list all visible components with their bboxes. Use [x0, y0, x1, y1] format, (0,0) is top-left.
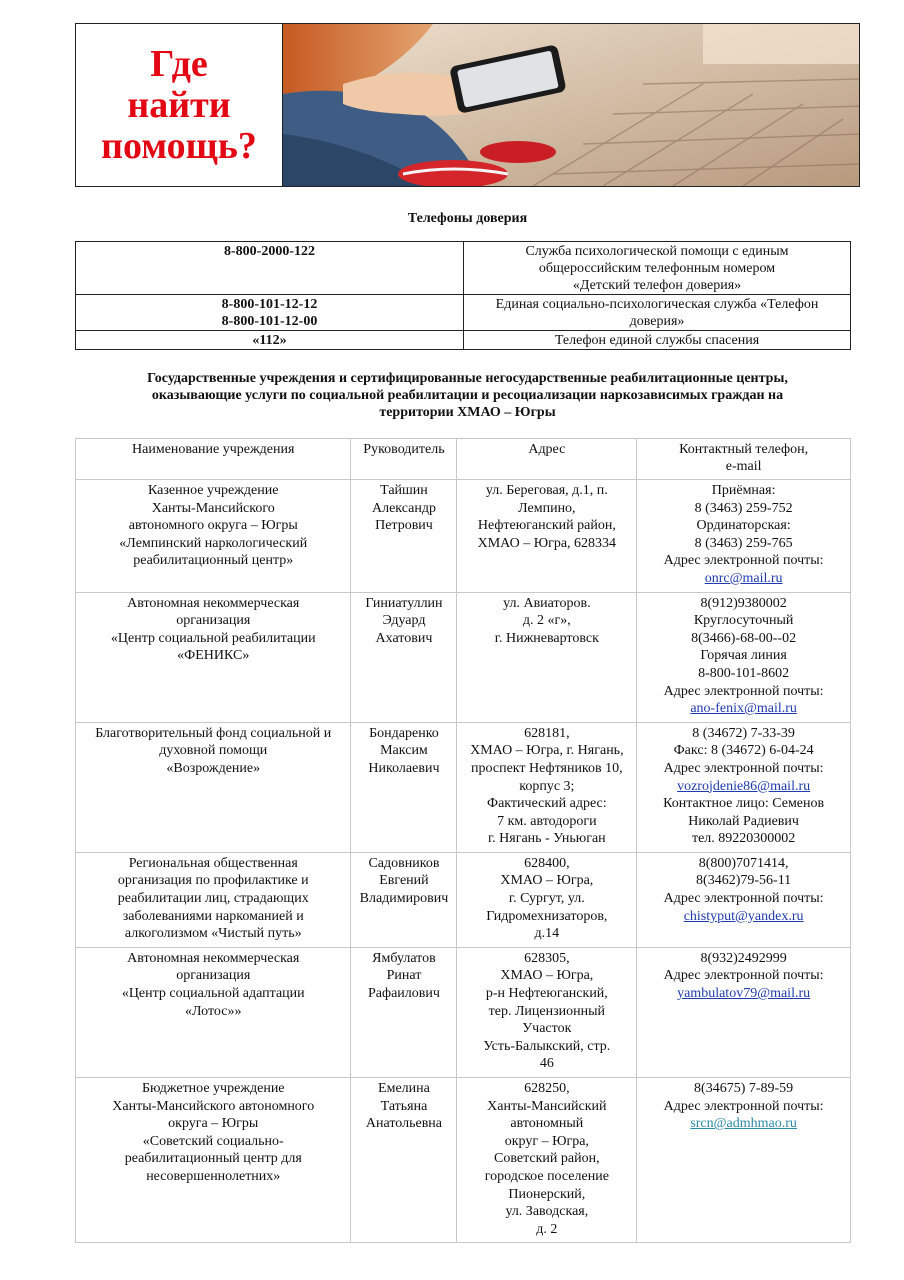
institution-head: Емелина Татьяна Анатольевна	[365, 1081, 443, 1132]
table-row	[76, 480, 851, 593]
institution-name: Благотворительный фонд социальной и духовной помощи «Возрождение»	[95, 725, 332, 776]
table-row	[76, 722, 851, 852]
institution-head: Садовников Евгений Владимирович	[359, 855, 449, 907]
institutions-table	[75, 438, 851, 1243]
institutions-title: Государственные учреждения и сертифицированные негосударственные реабилитационные центры, оказывающие услуги по социальной реабилитации и ресоциализации наркозависимых граждан на территории ХМАО – Югры	[147, 371, 788, 420]
email-link[interactable]: chistyput@yandex.ru	[683, 908, 804, 924]
institution-contact: 8(34675) 7-89-59 Адрес электронной почты:	[663, 1081, 824, 1114]
column-header-address: Адрес	[457, 439, 637, 480]
institution-head: Тайшин Александр Петрович	[371, 483, 436, 534]
email-link[interactable]: vozrojdenie86@mail.ru	[677, 778, 811, 794]
institution-head: Гиниатуллин Эдуард Ахатович	[365, 595, 443, 646]
table-row	[76, 592, 851, 722]
column-header-head: Руководитель	[351, 439, 457, 480]
hotline-number: 8-800-2000-122	[76, 242, 464, 295]
institution-head: Бондаренко Максим Николаевич	[368, 725, 440, 776]
hotlines-table	[75, 241, 851, 350]
email-link[interactable]: yambulatov79@mail.ru	[677, 986, 811, 1002]
institution-contact: 8(932)2492999 Адрес электронной почты:	[663, 950, 824, 984]
institution-name: Автономная некоммерческая организация «Центр социальной реабилитации «ФЕНИКС»	[110, 595, 316, 664]
institution-head: Ямбулатов Ринат Рафаилович	[368, 950, 440, 1002]
photo-phone-illustration	[283, 24, 859, 186]
email-link[interactable]: srcn@admhmao.ru	[690, 1116, 797, 1132]
table-row	[76, 295, 851, 331]
column-header-contact: Контактный телефон, e-mail	[637, 439, 851, 480]
page-title: Где найти помощь?	[101, 42, 257, 167]
header-photo	[283, 24, 859, 186]
institution-address: ул. Авиаторов. д. 2 «г», г. Нижневартовск	[494, 595, 599, 646]
table-row	[76, 852, 851, 947]
institution-name: Бюджетное учреждение Ханты-Мансийского автономного округа – Югры «Советский социально- реабилитационный центр для несовершеннолетних»	[112, 1081, 315, 1184]
institution-address: 628400, ХМАО – Югра, г. Сургут, ул. Гидромехнизаторов, д.14	[486, 855, 608, 942]
hotline-number: 8-800-101-12-12 8-800-101-12-00	[76, 295, 464, 331]
institution-contact-person: Контактное лицо: Семенов Николай Радиевич тел. 89220300002	[663, 796, 825, 847]
header-title-cell	[76, 24, 283, 186]
institution-name: Региональная общественная организация по профилактике и реабилитации лиц, страдающих заболеваниями наркоманией и алкоголизмом «Чистый путь»	[117, 855, 309, 942]
table-row	[76, 331, 851, 350]
institution-address: ул. Береговая, д.1, п. Лемпино, Нефтеюганский район, ХМАО – Югра, 628334	[477, 483, 617, 551]
institution-contact: 8 (34672) 7-33-39 Факс: 8 (34672) 6-04-24 Адрес электронной почты:	[663, 725, 824, 776]
institution-address: 628250, Ханты-Мансийский автономный округ – Югра, Советский район, городское поселение Пионерский, ул. Заводская, д. 2	[484, 1081, 609, 1237]
table-row	[76, 947, 851, 1077]
institution-address: 628305, ХМАО – Югра, р-н Нефтеюганский, тер. Лицензионный Участок Усть-Балыкский, стр. 46	[483, 950, 611, 1072]
header-banner	[75, 23, 860, 187]
column-header-name: Наименование учреждения	[76, 439, 351, 480]
hotline-description: Служба психологической помощи с единым общероссийским телефонным номером «Детский телефон доверия»	[464, 242, 851, 295]
email-link[interactable]: ano-fenix@mail.ru	[690, 701, 797, 717]
institution-name: Казенное учреждение Ханты-Мансийского автономного округа – Югры «Лемпинский наркологический реабилитационный центр»	[119, 483, 308, 569]
institution-name: Автономная некоммерческая организация «Центр социальной адаптации «Лотос»»	[121, 950, 305, 1019]
institution-contact: 8(912)9380002 Круглосуточный 8(3466)-68-00--02 Горячая линия 8-800-101-8602 Адрес электронной почты:	[663, 595, 824, 699]
institution-contact: Приёмная: 8 (3463) 259-752 Ординаторская: 8 (3463) 259-765 Адрес электронной почты:	[663, 483, 824, 569]
hotline-description: Единая социально-психологическая служба «Телефон доверия»	[464, 295, 851, 331]
table-row	[76, 242, 851, 295]
hotline-number: «112»	[76, 331, 464, 350]
hotline-description: Телефон единой службы спасения	[464, 331, 851, 350]
table-row	[76, 1078, 851, 1243]
institution-address: 628181, ХМАО – Югра, г. Нягань, проспект Нефтяников 10, корпус 3; Фактический адрес: 7 км. автодороги г. Нягань - Уньюган	[470, 725, 624, 847]
hotlines-title: Телефоны доверия	[407, 211, 528, 226]
email-link[interactable]: onrc@mail.ru	[704, 570, 783, 586]
table-header-row	[76, 439, 851, 480]
institution-contact: 8(800)7071414, 8(3462)79-56-11 Адрес электронной почты:	[663, 855, 824, 907]
